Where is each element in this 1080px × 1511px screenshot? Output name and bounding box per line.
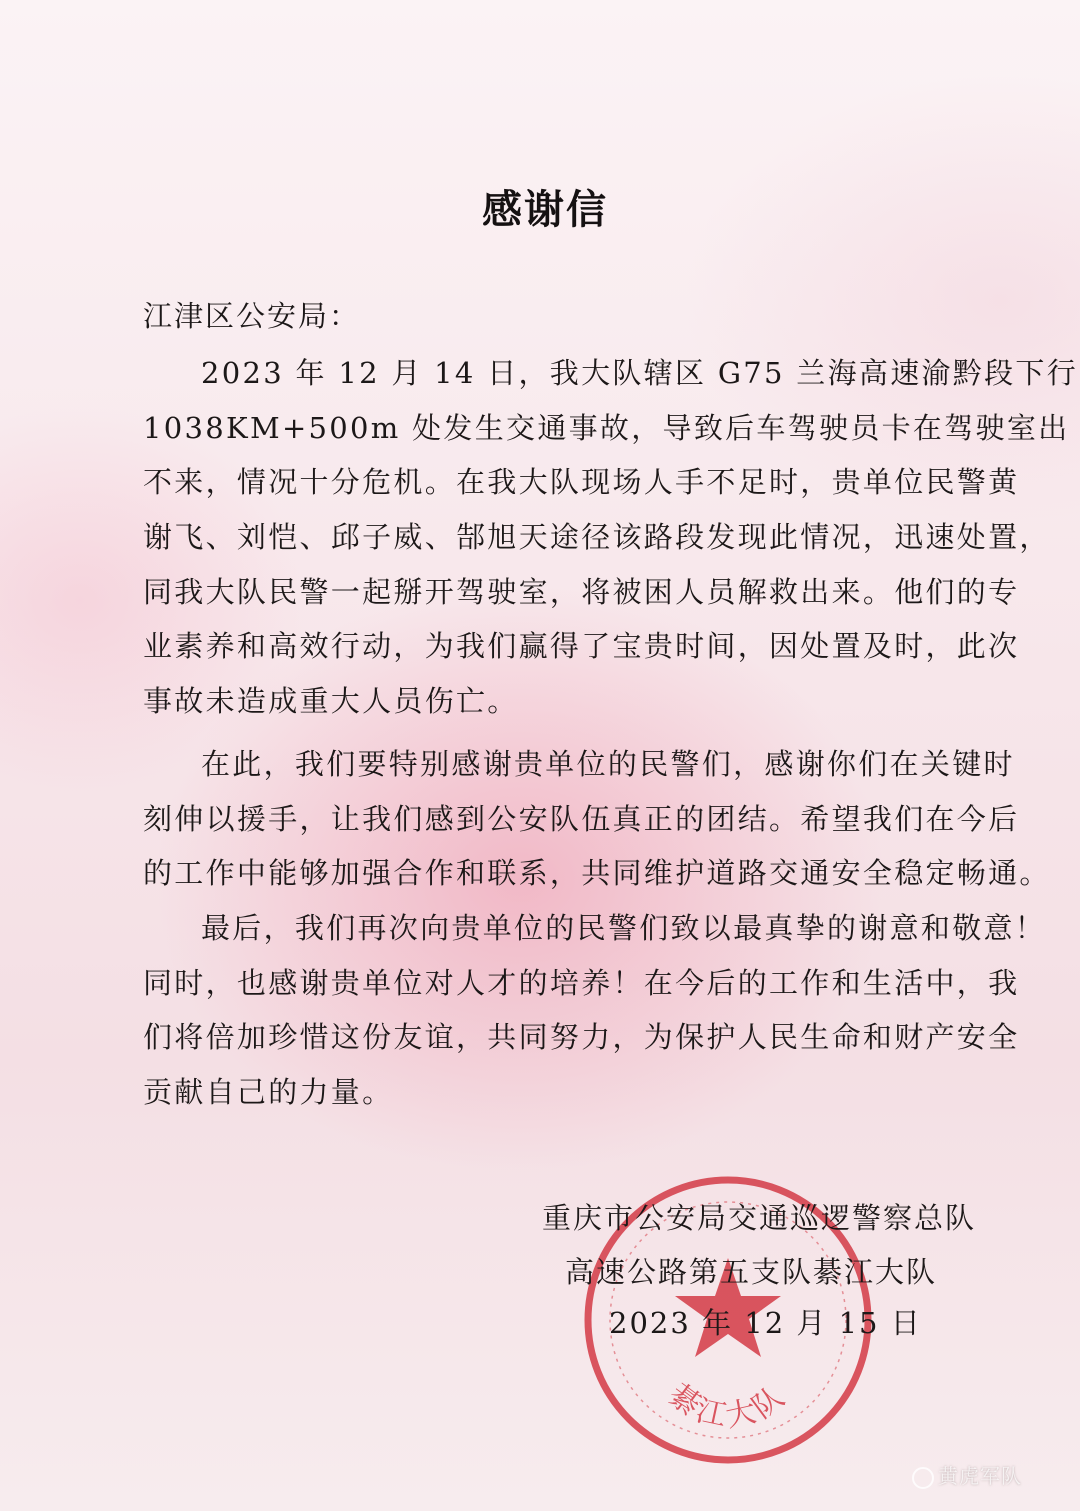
body-line: 在此，我们要特别感谢贵单位的民警们，感谢你们在关键时 (201, 746, 1015, 781)
paragraph (143, 346, 1079, 729)
body-line: 最后，我们再次向贵单位的民警们致以最真挚的谢意和敬意！ (201, 910, 1047, 945)
letter-title: 感谢信 (482, 186, 608, 233)
watermark-text: 黄虎军队 (938, 1464, 1022, 1488)
signature-date: 2023 年 12 月 15 日 (609, 1306, 922, 1340)
watermark-logo-icon (912, 1467, 934, 1489)
body-line: 的工作中能够加强合作和联系，共同维护道路交通安全稳定畅通。 (143, 856, 1051, 891)
letter-body (143, 346, 1079, 1120)
body-line: 1038KM+500m 处发生交通事故，导致后车驾驶员卡在驾驶室出 (143, 410, 1070, 445)
watermark (912, 1460, 1022, 1489)
body-line: 贡献自己的力量。 (143, 1074, 394, 1109)
salutation: 江津区公安局： (143, 299, 361, 333)
body-line: 2023 年 12 月 14 日，我大队辖区 G75 兰海高速渝黔段下行 (201, 356, 1079, 390)
body-line: 不来，情况十分危机。在我大队现场人手不足时，贵单位民警黄 (143, 465, 1020, 500)
signature-organization: 重庆市公安局交通巡逻警察总队 (542, 1201, 977, 1235)
body-line: 刻伸以援手，让我们感到公安队伍真正的团结。希望我们在今后 (143, 801, 1020, 836)
paragraph (143, 737, 1051, 901)
body-line: 同我大队民警一起掰开驾驶室，将被困人员解救出来。他们的专 (143, 574, 1020, 609)
signature-unit: 高速公路第五支队綦江大队 (565, 1255, 938, 1289)
body-line: 同时，也感谢贵单位对人才的培养！在今后的工作和生活中，我 (143, 965, 1020, 1000)
body-line: 业素养和高效行动，为我们赢得了宝贵时间，因处置及时，此次 (143, 629, 1020, 664)
body-line: 事故未造成重大人员伤亡。 (143, 684, 519, 719)
paragraph (143, 901, 1047, 1120)
body-line: 谢飞、刘恺、邱子威、郜旭天途径该路段发现此情况，迅速处置， (143, 520, 1051, 555)
body-line: 们将倍加珍惜这份友谊，共同努力，为保护人民生命和财产安全 (143, 1020, 1020, 1055)
seal-bottom-text: 綦江大队 (661, 1377, 795, 1435)
